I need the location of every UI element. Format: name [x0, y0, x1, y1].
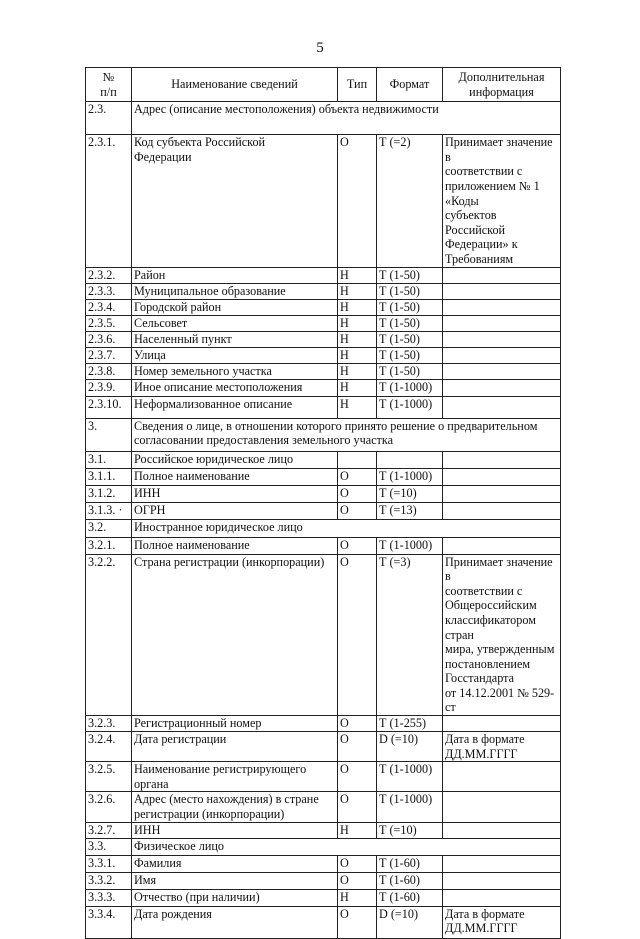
row-name: Страна регистрации (инкорпорации)	[132, 554, 338, 716]
row-type: Н	[338, 331, 377, 347]
table-row	[86, 554, 561, 716]
table-row	[86, 468, 561, 485]
row-format: D (=10)	[377, 906, 443, 938]
table-row	[86, 283, 561, 299]
row-type: О	[338, 135, 377, 267]
row-number: 3.3.	[86, 838, 132, 855]
row-number: 3.1.3. ·	[86, 502, 132, 519]
row-info	[443, 716, 561, 732]
table-row	[86, 855, 561, 872]
row-number: 3.3.4.	[86, 906, 132, 938]
row-name: Иное описание местоположения	[132, 379, 338, 396]
row-format: Т (1-50)	[377, 267, 443, 283]
row-format: Т (1-1000)	[377, 468, 443, 485]
row-type: О	[338, 732, 377, 762]
table-header-row	[86, 68, 561, 102]
row-type: О	[338, 906, 377, 938]
row-name: Имя	[132, 872, 338, 889]
section-title: Физическое лицо	[132, 838, 561, 855]
row-type: О	[338, 716, 377, 732]
row-format: Т (=3)	[377, 554, 443, 716]
row-number: 2.3.7.	[86, 347, 132, 363]
row-info	[443, 331, 561, 347]
table-row	[86, 889, 561, 906]
table-row	[86, 379, 561, 396]
row-format: Т (1-50)	[377, 299, 443, 315]
row-type: Н	[338, 299, 377, 315]
row-type	[338, 451, 377, 468]
row-number: 3.2.5.	[86, 762, 132, 792]
row-name: Муниципальное образование	[132, 283, 338, 299]
section-title: Сведения о лице, в отношении которого принято решение о предварительном согласовании предоставления земельного участка	[132, 418, 561, 451]
row-name: Улица	[132, 347, 338, 363]
table-row	[86, 732, 561, 762]
header-num: № п/п	[86, 68, 132, 102]
row-type: Н	[338, 315, 377, 331]
header-type: Тип	[338, 68, 377, 102]
row-type: Н	[338, 283, 377, 299]
table-row	[86, 418, 561, 451]
row-name: Номер земельного участка	[132, 363, 338, 379]
row-name: Адрес (место нахождения) в стране регистрации (инкорпорации)	[132, 792, 338, 822]
row-info	[443, 889, 561, 906]
row-info	[443, 822, 561, 838]
row-number: 3.3.3.	[86, 889, 132, 906]
row-type: О	[338, 485, 377, 502]
row-format: Т (1-1000)	[377, 762, 443, 792]
section-title: Иностранное юридическое лицо	[132, 519, 561, 537]
row-info	[443, 855, 561, 872]
row-number: 2.3.8.	[86, 363, 132, 379]
row-type: Н	[338, 379, 377, 396]
header-format: Формат	[377, 68, 443, 102]
table-body	[86, 102, 561, 938]
row-number: 2.3.6.	[86, 331, 132, 347]
row-info: Дата в формате ДД.ММ.ГГГГ	[443, 732, 561, 762]
row-type: О	[338, 554, 377, 716]
row-format: Т (1-50)	[377, 331, 443, 347]
table-row	[86, 519, 561, 537]
row-format: Т (=13)	[377, 502, 443, 519]
row-type: Н	[338, 347, 377, 363]
row-format: Т (1-50)	[377, 363, 443, 379]
row-name: Полное наименование	[132, 468, 338, 485]
row-info	[443, 451, 561, 468]
row-type: О	[338, 792, 377, 822]
row-number: 3.1.	[86, 451, 132, 468]
row-info	[443, 872, 561, 889]
row-type: О	[338, 537, 377, 554]
row-number: 3.2.6.	[86, 792, 132, 822]
row-name: Городской район	[132, 299, 338, 315]
row-format: Т (1-60)	[377, 872, 443, 889]
header-name: Наименование сведений	[132, 68, 338, 102]
table-row	[86, 822, 561, 838]
table-row	[86, 451, 561, 468]
table-row	[86, 537, 561, 554]
row-name: Код субъекта Российской Федерации	[132, 135, 338, 267]
row-type: О	[338, 502, 377, 519]
row-type: О	[338, 468, 377, 485]
row-name: ИНН	[132, 822, 338, 838]
row-number: 3.3.1.	[86, 855, 132, 872]
table-row	[86, 485, 561, 502]
row-info	[443, 485, 561, 502]
table-row	[86, 872, 561, 889]
header-info: Дополнительная информация	[443, 68, 561, 102]
row-info	[443, 267, 561, 283]
table-row	[86, 331, 561, 347]
row-number: 2.3.2.	[86, 267, 132, 283]
table-row	[86, 135, 561, 267]
table-row	[86, 299, 561, 315]
row-format: Т (1-50)	[377, 315, 443, 331]
table-row	[86, 347, 561, 363]
row-format: Т (1-50)	[377, 347, 443, 363]
table-row	[86, 792, 561, 822]
row-number: 3.2.7.	[86, 822, 132, 838]
row-number: 2.3.1.	[86, 135, 132, 267]
row-info	[443, 502, 561, 519]
row-name: ОГРН	[132, 502, 338, 519]
row-name: Населенный пункт	[132, 331, 338, 347]
row-info	[443, 315, 561, 331]
row-format	[377, 451, 443, 468]
row-info: Принимает значение в соответствии с приложением № 1 «Коды субъектов Российской Федерации» к Требованиям	[443, 135, 561, 267]
row-number: 3.2.4.	[86, 732, 132, 762]
row-format: Т (1-255)	[377, 716, 443, 732]
row-name: Регистрационный номер	[132, 716, 338, 732]
row-format: Т (=2)	[377, 135, 443, 267]
table-row	[86, 363, 561, 379]
row-info	[443, 363, 561, 379]
row-format: D (=10)	[377, 732, 443, 762]
row-info	[443, 792, 561, 822]
group-title: Российское юридическое лицо	[132, 451, 338, 468]
page-number: 5	[316, 40, 324, 56]
table-row	[86, 102, 561, 135]
row-number: 3.	[86, 418, 132, 451]
row-number: 3.1.2.	[86, 485, 132, 502]
row-info	[443, 537, 561, 554]
section-title: Адрес (описание местоположения) объекта недвижимости	[132, 102, 561, 135]
table-row	[86, 396, 561, 418]
row-info: Дата в формате ДД.ММ.ГГГГ	[443, 906, 561, 938]
row-info: Принимает значение в соответствии с Общероссийским классификатором стран мира, утвержденным постановлением Госстандарта от 14.12.2001 № 529-ст	[443, 554, 561, 716]
row-type: О	[338, 762, 377, 792]
row-name: Наименование регистрирующего органа	[132, 762, 338, 792]
row-name: Сельсовет	[132, 315, 338, 331]
row-name: Фамилия	[132, 855, 338, 872]
row-name: Отчество (при наличии)	[132, 889, 338, 906]
row-number: 3.2.1.	[86, 537, 132, 554]
row-info	[443, 762, 561, 792]
table-row	[86, 315, 561, 331]
row-name: Дата рождения	[132, 906, 338, 938]
row-number: 2.3.9.	[86, 379, 132, 396]
row-type: Н	[338, 889, 377, 906]
row-name: ИНН	[132, 485, 338, 502]
row-info	[443, 379, 561, 396]
row-type: Н	[338, 396, 377, 418]
row-format: Т (1-60)	[377, 889, 443, 906]
row-number: 2.3.10.	[86, 396, 132, 418]
row-number: 2.3.5.	[86, 315, 132, 331]
table-row	[86, 267, 561, 283]
row-number: 3.1.1.	[86, 468, 132, 485]
row-format: Т (=10)	[377, 822, 443, 838]
table-row	[86, 502, 561, 519]
table-row	[86, 762, 561, 792]
row-number: 3.2.	[86, 519, 132, 537]
data-table	[85, 67, 561, 939]
row-info	[443, 396, 561, 418]
row-number: 2.3.3.	[86, 283, 132, 299]
row-format: Т (=10)	[377, 485, 443, 502]
row-format: Т (1-1000)	[377, 379, 443, 396]
row-type: Н	[338, 822, 377, 838]
row-format: Т (1-60)	[377, 855, 443, 872]
row-type: О	[338, 872, 377, 889]
row-format: Т (1-1000)	[377, 396, 443, 418]
row-format: Т (1-1000)	[377, 537, 443, 554]
row-number: 3.3.2.	[86, 872, 132, 889]
row-info	[443, 347, 561, 363]
row-name: Полное наименование	[132, 537, 338, 554]
row-name: Район	[132, 267, 338, 283]
row-info	[443, 468, 561, 485]
table-row	[86, 838, 561, 855]
row-format: Т (1-1000)	[377, 792, 443, 822]
row-number: 2.3.	[86, 102, 132, 135]
row-info	[443, 283, 561, 299]
table-row	[86, 906, 561, 938]
row-name: Дата регистрации	[132, 732, 338, 762]
row-name: Неформализованное описание	[132, 396, 338, 418]
row-number: 3.2.3.	[86, 716, 132, 732]
row-type: О	[338, 855, 377, 872]
row-number: 2.3.4.	[86, 299, 132, 315]
row-number: 3.2.2.	[86, 554, 132, 716]
row-type: Н	[338, 363, 377, 379]
row-info	[443, 299, 561, 315]
row-type: Н	[338, 267, 377, 283]
table-row	[86, 716, 561, 732]
row-format: Т (1-50)	[377, 283, 443, 299]
